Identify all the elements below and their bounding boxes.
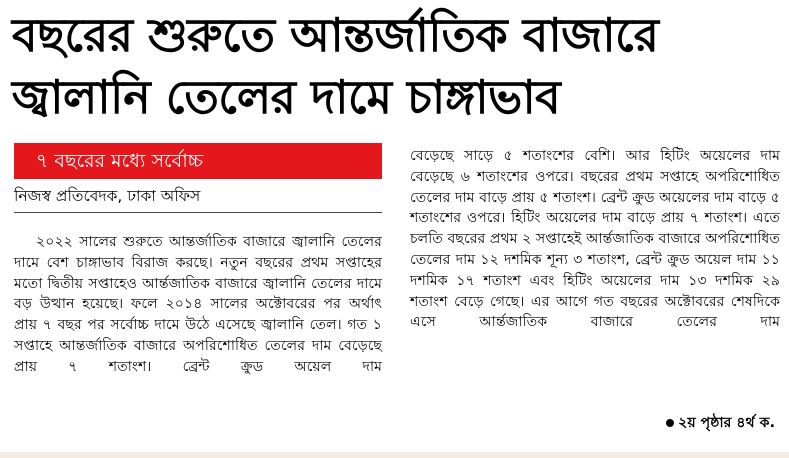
- continuation-text: ২য় পৃষ্ঠার ৪র্থ ক.: [678, 415, 775, 431]
- continuation-note: [666, 412, 775, 434]
- headline: [12, 4, 782, 128]
- body-column-right: বেড়েছে সাড়ে ৫ শতাংশের বেশি। আর হিটিং অয়েলের দাম বেড়েছে ৬ শতাংশের ওপরে। বছরের প্রথম সপ্তাহে অপরিশোধিত তেলের দাম বাড়ে প্রায় ৫ শতাংশ। ব্রেন্ট ক্রুড অয়েলের দাম বাড়ে ৫ শতাংশের ওপরে। হিটিং অয়েলের দাম বাড়ে প্রায় ৭ শতাংশ। এতে চলতি বছরের প্রথম ২ সপ্তাহেই আর্ন্তজাতিক বাজারে অপরিশোধিত তেলের দাম ১২ দশমিক শূন্য ৩ শতাংশ, ব্রেন্ট ক্রুড অয়েল দাম ১১ দশমিক ১৭ শতাংশ এবং হিটিং অয়েলের দাম ১৩ দশমিক ২৯ শতাংশ বেড়ে গেছে। এর আগে গত বছরের অক্টোবরের শেষদিকে এসে আর্ন্তজাতিক বাজারে তেলের দাম: [410, 148, 780, 331]
- bullet-icon: [666, 419, 674, 427]
- headline-line-1: বছরের শুরুতে আন্তর্জাতিক বাজারে: [12, 8, 659, 62]
- byline: নিজস্ব প্রতিবেদক, ঢাকা অফিস: [14, 185, 382, 213]
- page-edge-divider: [0, 452, 789, 458]
- headline-line-2: জ্বালানি তেলের দামে চাঙ্গাভাব: [12, 70, 561, 124]
- body-column-left: ২০২২ সালের শুরুতে আন্তর্জাতিক বাজারে জ্বালানি তেলের দামে বেশ চাঙ্গাভাব বিরাজ করছে। নতুন বছরের প্রথম সপ্তাহের মতো দ্বিতীয় সপ্তাহেও আর্ন্তজাতিক বাজারে জ্বালানি তেলের দামে বড় উত্থান হয়েছে। ফলে ২০১৪ সালের অক্টোবরের পর অর্থাৎ প্রায় ৭ বছর পর সর্বোচ্চ দামে উঠে এসেছে জ্বালানি তেল। গত ১ সপ্তাহে আন্তর্জাতিক বাজারে অপরিশোধিত তেলের দাম বেড়েছে প্রায় ৭ শতাংশ। ব্রেন্ট ক্রুড অয়েল দাম: [14, 234, 382, 375]
- kicker-banner: ৭ বছরের মধ্যে সর্বোচ্চ: [14, 143, 382, 179]
